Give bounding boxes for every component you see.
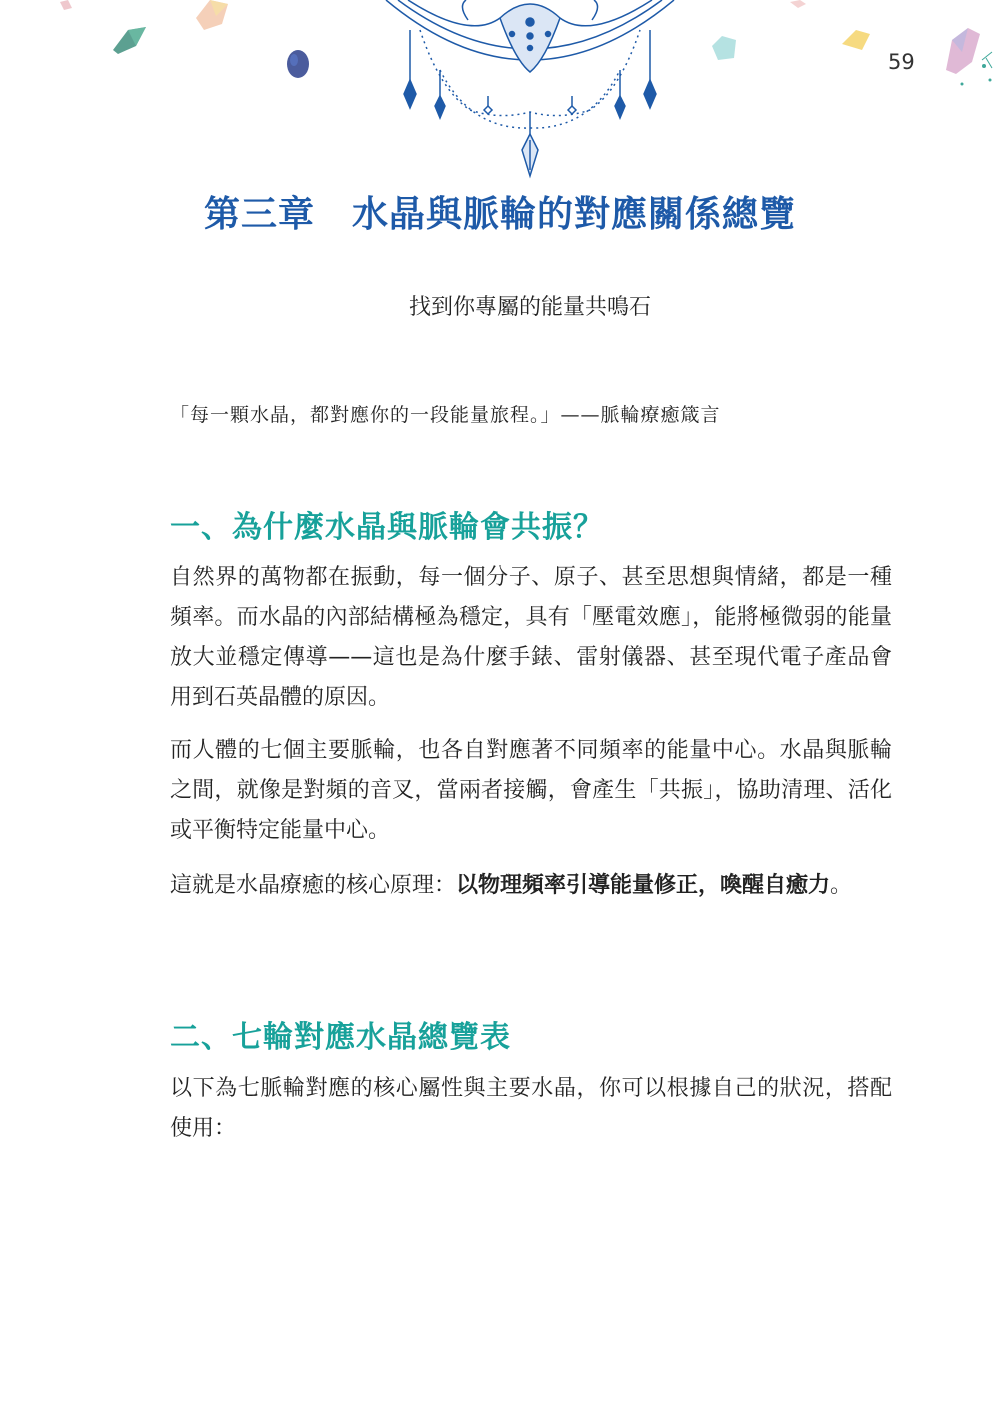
core-principle-intro: 這就是水晶療癒的核心原理： bbox=[170, 873, 457, 898]
paragraph-chakra-frequency: 而人體的七個主要脈輪，也各自對應著不同頻率的能量中心。水晶與脈輪之間，就像是對頻的音叉，當兩者接觸，會產生「共振」，協助清理、活化或平衡特定能量中心。 bbox=[170, 738, 892, 843]
paragraph-vibration: 自然界的萬物都在振動，每一個分子、原子、甚至思想與情緒，都是一種頻率。而水晶的內部結構極為穩定，具有「壓電效應」，能將極微弱的能量放大並穩定傳導——這也是為什麼手錶、雷射儀器、甚至現代電子產品會用到石英晶體的原因。 bbox=[170, 565, 892, 710]
core-principle-emphasis: 以物理頻率引導能量修正，喚醒自癒力 bbox=[456, 872, 831, 898]
crystal-icon bbox=[946, 28, 992, 86]
core-principle-end: 。 bbox=[830, 873, 853, 898]
mandala-ornament-icon bbox=[386, 0, 674, 176]
crystal-icon bbox=[790, 0, 806, 8]
crystal-icon bbox=[113, 27, 146, 54]
chapter-subtitle: 找到你專屬的能量共鳴石 bbox=[408, 295, 651, 320]
section-heading-overview-table: 二、七輪對應水晶總覽表 bbox=[170, 1020, 511, 1055]
page-number: 59 bbox=[888, 50, 915, 74]
chapter-title: 第三章 水晶與脈輪的對應關係總覽 bbox=[203, 193, 796, 235]
crystal-icon bbox=[287, 50, 309, 78]
paragraph-core-principle bbox=[170, 865, 892, 906]
crystal-icon bbox=[842, 30, 870, 50]
crystal-icon bbox=[196, 0, 228, 30]
paragraph-table-intro: 以下為七脈輪對應的核心屬性與主要水晶，你可以根據自己的狀況，搭配使用： bbox=[170, 1076, 892, 1141]
header-decoration bbox=[0, 0, 1000, 190]
section-heading-why-resonance: 一、為什麼水晶與脈輪會共振？ bbox=[170, 510, 604, 545]
epigraph-quote: 「每一顆水晶，都對應你的一段能量旅程。」——脈輪療癒箴言 bbox=[170, 404, 721, 426]
crystal-icon bbox=[712, 36, 736, 60]
crystal-icon bbox=[60, 0, 72, 10]
